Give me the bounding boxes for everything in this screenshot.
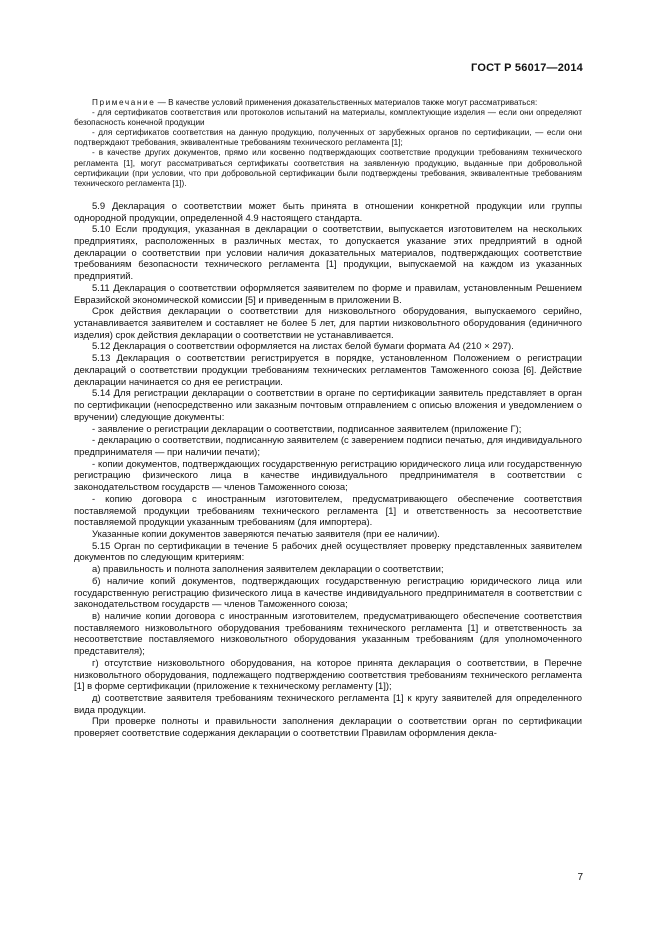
note-item: - в качестве других документов, прямо или косвенно подтверждающих соответствие продукции требованиям технического регламента [1], могут рассматриваться сертификаты соответствия на заявленную продукцию, выданные при добровольной сертификации (при условии, что при добровольной сертификации были подтверждены требования, эквивалентные требованиям технического регламента [1]).	[74, 148, 582, 188]
page-number: 7	[577, 872, 583, 883]
list-item: - копии документов, подтверждающих государственную регистрацию юридического лица или государственную регистрацию физического лица в качестве индивидуального предпринимателя в соответствии с законодательством государств — членов Таможенного союза;	[74, 458, 582, 494]
paragraph: Срок действия декларации о соответствии для низковольтного оборудования, выпускаемого серийно, устанавливается заявителем и составляет не более 5 лет, для партии низковольтного оборудования (единичного изделия) срок действия декларации о соответствии не устанавливается.	[74, 306, 582, 341]
paragraph: 5.12 Декларация о соответствии оформляется на листах белой бумаги формата А4 (210 × 297).	[92, 341, 514, 353]
paragraph: 5.13 Декларация о соответствии регистрируется в порядке, установленном Положением о регистрации деклараций о соответствии продукции требованиям технических регламентов Таможенного союза [6]. Действие декларации начинается со дня ее регистрации.	[74, 353, 582, 388]
list-item: а) правильность и полнота заполнения заявителем декларации о соответствии;	[92, 564, 444, 576]
paragraph: При проверке полноты и правильности заполнения декларации о соответствии орган по сертификации проверяет соответствие содержания декларации о соответствии Правилам оформления декла-	[74, 716, 582, 740]
list-item: г) отсутствие низковольтного оборудования, на которое принята декларация о соответствии, в Перечне низковольтного оборудования, подлежащего подтверждению соответствия требованиям технического регламента [1] в форме сертификации (приложение к техническому регламенту [1]);	[74, 657, 582, 693]
paragraph: Указанные копии документов заверяются печатью заявителя (при ее наличии).	[92, 528, 440, 540]
note-label: Примечание	[92, 98, 156, 107]
paragraph: 5.15 Орган по сертификации в течение 5 рабочих дней осуществляет проверку представленных заявителем документов по следующим критериям:	[74, 540, 582, 564]
note-lead-text: — В качестве условий применения доказательственных материалов также могут рассматриваться:	[155, 98, 538, 107]
document-code: ГОСТ Р 56017—2014	[471, 62, 583, 74]
list-item: - копию договора с иностранным изготовителем, предусматривающего обеспечение соответствия поставляемой продукции требованиям технического регламента [1] и ответственность за несоответствие поставляемой продукции указанным требованиям (для импортера).	[74, 493, 582, 529]
note-item: - для сертификатов соответствия на данную продукцию, полученных от зарубежных органов по сертификации, — если они подтверждают требования, эквивалентные требованиям технического регламента [1];	[74, 128, 582, 148]
list-item: - заявление о регистрации декларации о соответствии, подписанное заявителем (приложение Г);	[92, 423, 522, 435]
paragraph: 5.11 Декларация о соответствии оформляется заявителем по форме и правилам, установленным Решением Евразийской экономической комиссии [5] и приведенным в приложении В.	[74, 282, 582, 306]
list-item: б) наличие копий документов, подтверждающих государственную регистрацию юридического лица или государственную регистрацию физического лица в качестве индивидуального предпринимателя в соответствии с законодательством государств — членов Таможенного союза;	[74, 575, 582, 611]
paragraph: 5.9 Декларация о соответствии может быть принята в отношении конкретной продукции или группы однородной продукции, определенной 4.9 настоящего стандарта.	[74, 200, 582, 224]
page-content	[74, 98, 582, 740]
paragraph: 5.14 Для регистрации декларации о соответствии в органе по сертификации заявитель представляет в орган по сертификации (непосредственно или заказным почтовым отправлением с описью вложения и уведомлением о вручении) следующие документы:	[74, 388, 582, 423]
paragraph: 5.10 Если продукция, указанная в декларации о соответствии, выпускается изготовителем на нескольких предприятиях, расположенных в различных местах, то допускается указание этих предприятий в одной декларации о соответствии при условии наличия доказательных материалов, подтверждающих соответствие требованиям безопасности технического регламента [1] продукции, выпускаемой на каждом из указанных предприятий.	[74, 224, 582, 283]
note-item: - для сертификатов соответствия или протоколов испытаний на материалы, комплектующие изделия — если они определяют безопасность конечной продукции	[74, 108, 582, 128]
list-item: - декларацию о соответствии, подписанную заявителем (с заверением подписи печатью, для индивидуального предпринимателя — при наличии печати);	[74, 435, 582, 458]
list-item: в) наличие копии договора с иностранным изготовителем, предусматривающего обеспечение соответствия поставляемого низковольтного оборудования требованиям технического регламента [1] и ответственность за несоответствие поставляемого низковольтного оборудования указанным требованиям (для уполномоченного представителя);	[74, 611, 582, 658]
note-block	[74, 98, 582, 189]
list-item: д) соответствие заявителя требованиям технического регламента [1] к кругу заявителей для определенного вида продукции.	[74, 693, 582, 716]
note-lead	[74, 98, 582, 108]
body-text	[74, 201, 582, 740]
